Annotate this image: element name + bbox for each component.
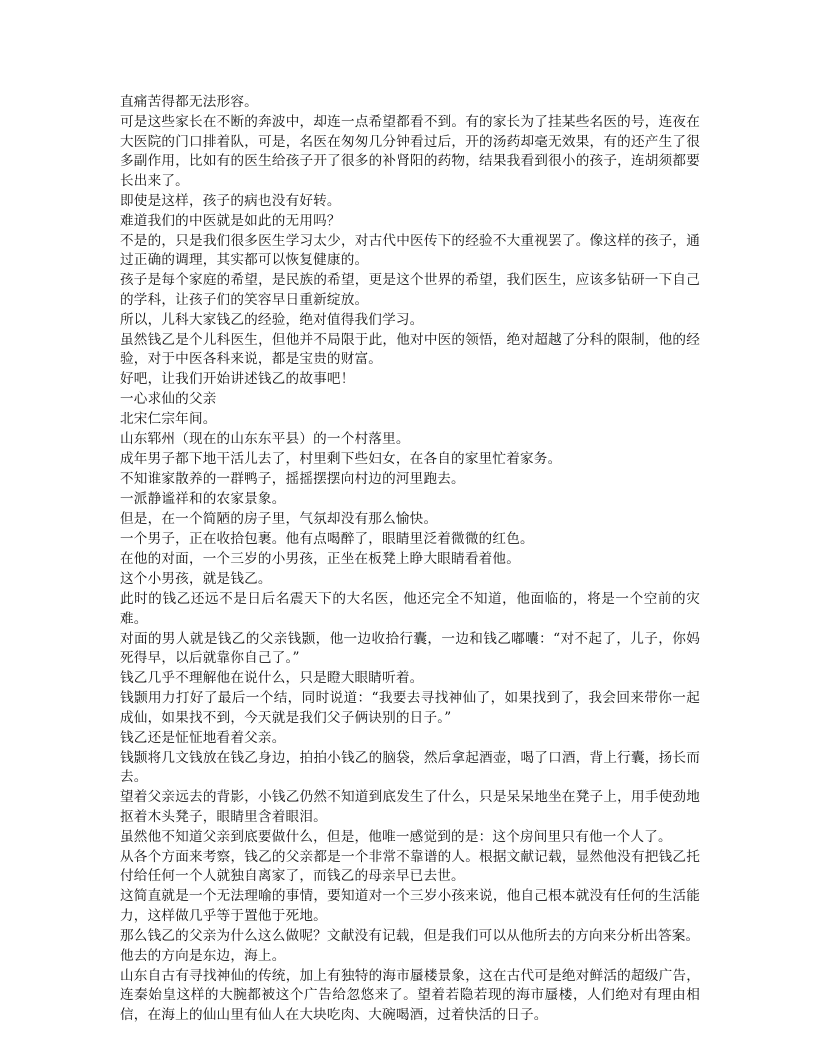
paragraph: 山东郓州（现在的山东东平县）的一个村落里。 xyxy=(120,431,410,447)
paragraph: 他去的方向是东边，海上。 xyxy=(120,947,286,964)
paragraph: 直痛苦得都无法形容。 xyxy=(120,94,258,110)
paragraph: 虽然钱乙是个儿科医生，但他并不局限于此，他对中医的领悟，绝对超越了分科的限制，他的经验，对于中医各科来说，都是宝贵的财富。 xyxy=(120,331,700,367)
paragraph: 孩子是每个家庭的希望，是民族的希望，更是这个世界的希望，我们医生，应该多钻研一下自己的学科，让孩子们的笑容早日重新绽放。 xyxy=(120,272,700,308)
paragraph: 钱颢将几文钱放在钱乙身边，拍拍小钱乙的脑袋，然后拿起酒壶，喝了口酒，背上行囊，扬长而去。 xyxy=(120,749,700,785)
paragraph: 在他的对面，一个三岁的小男孩，正坐在板凳上睁大眼睛看着他。 xyxy=(120,551,521,567)
paragraph: 但是，在一个简陋的房子里，气氛却没有那么愉快。 xyxy=(120,511,438,527)
paragraph: 山东自古有寻找神仙的传统，加上有独特的海市蜃楼景象，这在古代可是绝对鲜活的超级广告，连秦始皇这样的大腕都被这个广告给忽悠来了。望着若隐若现的海市蜃楼，人们绝对有理由相信，在海上的仙山里有仙人在大块吃肉、大碗喝酒，过着快活的日子。 xyxy=(120,967,700,1023)
document-page xyxy=(120,93,700,1026)
paragraph: 对面的男人就是钱乙的父亲钱颢，他一边收拾行囊，一边和钱乙嘟囔：“对不起了，儿子，你妈死得早，以后就靠你自己了。” xyxy=(120,630,700,666)
paragraph: 成年男子都下地干活儿去了，村里剩下些妇女，在各自的家里忙着家务。 xyxy=(120,451,562,467)
paragraph: 不是的，只是我们很多医生学习太少，对古代中医传下的经验不大重视罢了。像这样的孩子，通过正确的调理，其实都可以恢复健康的。 xyxy=(120,232,700,268)
paragraph: 所以，儿科大家钱乙的经验，绝对值得我们学习。 xyxy=(120,311,424,328)
paragraph: 钱乙几乎不理解他在说什么，只是瞪大眼睛听着。 xyxy=(120,670,424,686)
paragraph: 不知谁家散养的一群鸭子，摇摇摆摆向村边的河里跑去。 xyxy=(120,471,465,487)
paragraph: 从各个方面来考察，钱乙的父亲都是一个非常不靠谱的人。根据文献记载，显然他没有把钱乙托付给任何一个人就独自离家了，而钱乙的母亲早已去世。 xyxy=(120,848,700,884)
paragraph: 即使是这样，孩子的病也没有好转。 xyxy=(120,192,341,209)
paragraph: 一个男子，正在收拾包裹。他有点喝醉了，眼睛里泛着微微的红色。 xyxy=(120,531,534,547)
paragraph: 此时的钱乙还远不是日后名震天下的大名医，他还完全不知道，他面临的，将是一个空前的灾难。 xyxy=(120,591,700,627)
paragraph: 可是这些家长在不断的奔波中，却连一点希望都看不到。有的家长为了挂某些名医的号，连夜在大医院的门口排着队，可是，名医在匆匆几分钟看过后，开的汤药却毫无效果，有的还产生了很多副作用，比如有的医生给孩子开了很多的补肾阳的药物，结果我看到很小的孩子，连胡须都要长出来了。 xyxy=(120,114,700,189)
paragraph: 望着父亲远去的背影，小钱乙仍然不知道到底发生了什么，只是呆呆地坐在凳子上，用手使劲地抠着木头凳子，眼睛里含着眼泪。 xyxy=(120,789,700,825)
paragraph: 钱颢用力打好了最后一个结，同时说道：“我要去寻找神仙了，如果找到了，我会回来带你一起成仙，如果找不到，今天就是我们父子俩诀别的日子。” xyxy=(120,690,700,726)
paragraph: 一派静谧祥和的农家景象。 xyxy=(120,491,286,507)
paragraph: 这个小男孩，就是钱乙。 xyxy=(120,571,272,587)
paragraph: 钱乙还是怔怔地看着父亲。 xyxy=(120,729,286,746)
section-heading: 一心求仙的父亲 xyxy=(120,391,217,407)
paragraph: 这简直就是一个无法理喻的事情，要知道对一个三岁小孩来说，他自己根本就没有任何的生活能力，这样做几乎等于置他于死地。 xyxy=(120,888,700,924)
paragraph: 难道我们的中医就是如此的无用吗？ xyxy=(120,212,341,229)
paragraph: 虽然他不知道父亲到底要做什么，但是，他唯一感觉到的是：这个房间里只有他一个人了。 xyxy=(120,828,672,845)
paragraph: 北宋仁宗年间。 xyxy=(120,411,217,427)
paragraph: 好吧，让我们开始讲述钱乙的故事吧！ xyxy=(120,371,355,387)
paragraph: 那么钱乙的父亲为什么这么做呢？文献没有记载，但是我们可以从他所去的方向来分析出答案。 xyxy=(120,927,700,944)
